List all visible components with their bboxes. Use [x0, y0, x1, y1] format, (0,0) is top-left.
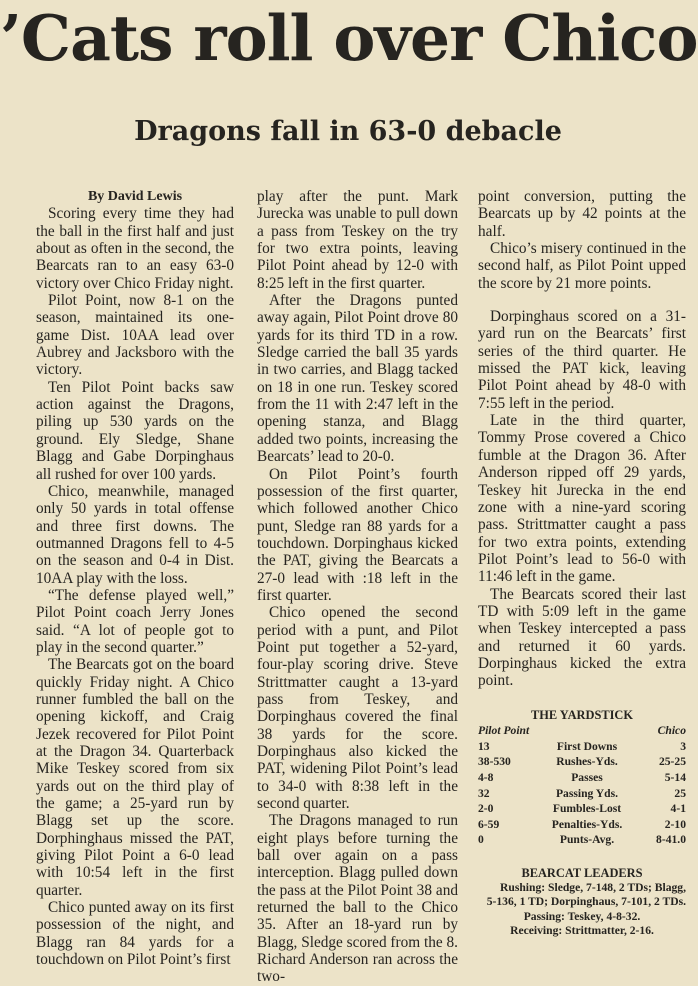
pilot-point-value: 32	[478, 786, 490, 800]
paragraph: Late in the third quarter, Tommy Prose covered a Chico fumble at the Dragon 36. After Anderson ripped off 29 yards, Teskey hit Jurecka in the end zone with a nine-yard scoring pass. Strittmatter caught a pass for two extra points, extending Pilot Point’s lead to 56-0 with 11:46 left in the game.	[478, 412, 686, 586]
paragraph: play after the punt. Mark Jurecka was unable to pull down a pass from Teskey on the try for two extra points, leaving Pilot Point ahead by 12-0 with 8:25 left in the first quarter.	[257, 188, 458, 292]
stat-label: Fumbles-Lost	[552, 802, 622, 816]
paragraph: Dorpinghaus scored on a 31-yard run on the Bearcats’ first series of the third quarter. He missed the PAT kick, leaving Pilot Point ahead by 48-0 with 7:55 left in the period.	[478, 308, 686, 412]
chico-value: 3	[680, 739, 686, 753]
article-column-3	[478, 188, 686, 938]
paragraph: Chico’s misery continued in the second half, as Pilot Point upped the score by 21 more points.	[478, 240, 686, 292]
yardstick-row	[478, 754, 686, 770]
article-column-2	[257, 188, 458, 986]
leaders-title: BEARCAT LEADERS	[521, 865, 643, 880]
pilot-point-value: 4-8	[478, 771, 494, 784]
headline: ’Cats roll over Chico	[0, 1, 698, 75]
stat-label: Penalties-Yds.	[551, 817, 623, 831]
yardstick-row	[478, 770, 686, 786]
yardstick-row	[478, 801, 686, 817]
pilot-point-value: 0	[478, 833, 484, 847]
article-column-1	[36, 188, 234, 969]
team-right-label: Chico	[657, 724, 686, 738]
byline: By David Lewis	[87, 189, 183, 204]
yardstick-row	[478, 786, 686, 802]
paragraph: Chico opened the second period with a punt, and Pilot Point put together a 52-yard, four-play scoring drive. Steve Strittmatter caught a 13-yard pass from Teskey, and Dorpinghaus covered the final 38 yards for the score. Dorpinghaus also kicked the PAT, widening Pilot Point’s lead to 34-0 with 8:38 left in the second quarter.	[257, 604, 458, 813]
column-gap	[478, 292, 686, 308]
paragraph: The Dragons managed to run eight plays before turning the ball over again on a pass interception. Blagg pulled down the pass at the Pilot Point 38 and returned the ball to the Chico 35. After an 18-yard run by Blagg, Sledge scored from the 8. Richard Anderson ran across the two-	[257, 812, 458, 986]
pilot-point-value: 13	[478, 739, 490, 753]
leaders-line: 5-136, 1 TD; Dorpinghaus, 7-101, 2 TDs.	[486, 895, 686, 909]
paragraph: point conversion, putting the Bearcats up by 42 points at the half.	[478, 188, 686, 240]
chico-value: 4-1	[670, 802, 686, 816]
yardstick-header-row	[478, 723, 686, 739]
paragraph: On Pilot Point’s fourth possession of the first quarter, which followed another Chico punt, Sledge ran 88 yards for a touchdown. Dorpinghaus kicked the PAT, giving the Bearcats a 27-0 lead with :18 left in the first quarter.	[257, 465, 458, 604]
bearcat-leaders	[478, 866, 686, 939]
yardstick-title: THE YARDSTICK	[530, 707, 634, 722]
paragraph: “The defense played well,” Pilot Point coach Jerry Jones said. “A lot of people got to play in the second quarter.”	[36, 586, 234, 656]
leaders-line: Passing: Teskey, 4-8-32.	[523, 909, 641, 923]
paragraph: After the Dragons punted away again, Pilot Point drove 80 yards for its third TD in a row. Sledge carried the ball 35 yards in two carries, and Blagg tacked on 18 in one run. Teskey scored from the 11 with 2:47 left in the opening stanza, and Blagg added two points, increasing the Bearcats’ lead to 20-0.	[257, 292, 458, 466]
yardstick-rows	[478, 739, 686, 848]
paragraph: Ten Pilot Point backs saw action against the Dragons, piling up 530 yards on the ground. Ely Sledge, Shane Blagg and Gabe Dorpinghaus all rushed for over 100 yards.	[36, 378, 234, 483]
subheadline: Dragons fall in 63-0 debacle	[134, 116, 562, 147]
chico-value: 25	[674, 786, 686, 800]
pilot-point-value: 38-530	[478, 755, 511, 769]
stat-label: Passing Yds.	[555, 786, 619, 800]
yardstick-row	[478, 739, 686, 755]
paragraph: Scoring every time they had the ball in the first half and just about as often in the second, the Bearcats ran to an easy 63-0 victory over Chico Friday night.	[36, 205, 234, 292]
yardstick-table	[478, 708, 686, 848]
paragraph: Chico, meanwhile, managed only 50 yards in total offense and three first downs. The outmanned Dragons fell to 4-5 on the season and 0-4 in Dist. 10AA play with the loss.	[36, 482, 234, 587]
stat-label: First Downs	[556, 739, 618, 753]
stat-label: Punts-Avg.	[559, 833, 615, 847]
team-left-label: Pilot Point	[478, 724, 530, 738]
chico-value: 5-14	[664, 771, 686, 784]
paragraph: Pilot Point, now 8-1 on the season, maintained its one-game Dist. 10AA lead over Aubrey and Jacksboro with the victory.	[36, 292, 234, 379]
paragraph: Chico punted away on its first possession of the night, and Blagg ran 84 yards for a touchdown on Pilot Point’s first	[36, 899, 234, 969]
stat-header	[538, 723, 636, 739]
pilot-point-value: 6-59	[478, 817, 500, 831]
yardstick-row	[478, 817, 686, 833]
paragraph: The Bearcats scored their last TD with 5:09 left in the game when Teskey intercepted a pass and returned it 60 yards. Dorpinghaus kicked the extra point.	[478, 585, 686, 690]
stat-label: Rushes-Yds.	[556, 755, 618, 769]
stat-label: Passes	[571, 771, 603, 784]
yardstick-row	[478, 832, 686, 848]
chico-value: 2-10	[664, 817, 686, 831]
leaders-line: Rushing: Sledge, 7-148, 2 TDs; Blagg,	[500, 880, 686, 894]
pilot-point-value: 2-0	[478, 802, 494, 816]
chico-value: 25-25	[658, 755, 686, 769]
leaders-line: Receiving: Strittmatter, 2-16.	[510, 924, 654, 938]
chico-value: 8-41.0	[656, 833, 686, 847]
paragraph: The Bearcats got on the board quickly Friday night. A Chico runner fumbled the ball on the opening kickoff, and Craig Jezek recovered for Pilot Point at the Dragon 34. Quarterback Mike Teskey scored from six yards out on the third play of the game; a 25-yard run by Blagg set up the score. Dorphinghaus missed the PAT, giving Pilot Point a 6-0 lead with 10:54 left in the first quarter.	[36, 656, 234, 899]
